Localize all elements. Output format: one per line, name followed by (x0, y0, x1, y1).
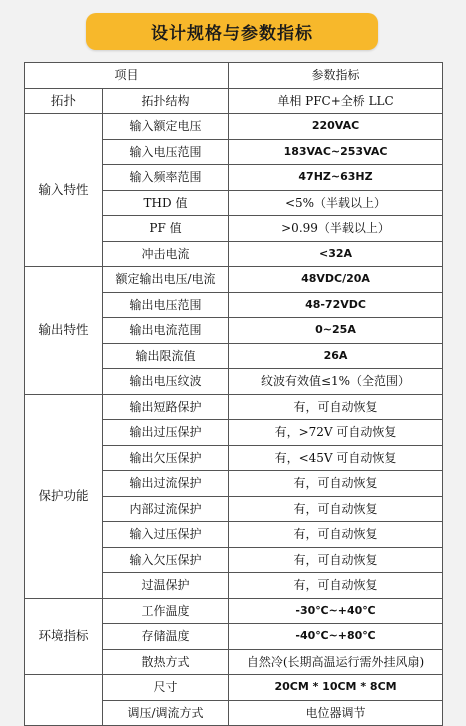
group-label (25, 675, 103, 726)
param-value: 20CM * 10CM * 8CM (229, 675, 443, 701)
param-label: 输出过压保护 (103, 420, 229, 446)
table-row (25, 598, 443, 624)
param-value: 自然冷(长期高温运行需外挂风扇) (229, 649, 443, 675)
param-label: 拓扑结构 (103, 88, 229, 114)
param-value: 220VAC (229, 114, 443, 140)
table-header-row (25, 63, 443, 89)
table-row (25, 114, 443, 140)
param-label: 输出限流值 (103, 343, 229, 369)
param-label: 过温保护 (103, 573, 229, 599)
param-label: 输入欠压保护 (103, 547, 229, 573)
param-value: 47HZ~63HZ (229, 165, 443, 191)
page-title: 设计规格与参数指标 (86, 13, 378, 50)
param-label: 调压/调流方式 (103, 700, 229, 726)
param-value: 有，可自动恢复 (229, 522, 443, 548)
param-value: 有，可自动恢复 (229, 394, 443, 420)
header-item: 项目 (25, 63, 229, 89)
param-value: 有，可自动恢复 (229, 573, 443, 599)
param-value: 0~25A (229, 318, 443, 344)
param-label: 存储温度 (103, 624, 229, 650)
group-label: 输出特性 (25, 267, 103, 395)
param-label: PF 值 (103, 216, 229, 242)
table-row (25, 394, 443, 420)
param-value: >0.99（半载以上） (229, 216, 443, 242)
param-value: 有，<45V 可自动恢复 (229, 445, 443, 471)
table-row (25, 88, 443, 114)
param-label: 输入过压保护 (103, 522, 229, 548)
param-value: 电位器调节 (229, 700, 443, 726)
param-value: <5%（半载以上） (229, 190, 443, 216)
spec-table (24, 62, 443, 726)
param-value: 48-72VDC (229, 292, 443, 318)
param-label: 额定输出电压/电流 (103, 267, 229, 293)
param-value: 有，>72V 可自动恢复 (229, 420, 443, 446)
param-label: 尺寸 (103, 675, 229, 701)
group-label: 拓扑 (25, 88, 103, 114)
group-label: 环境指标 (25, 598, 103, 675)
param-label: 输出电压纹波 (103, 369, 229, 395)
param-label: 输入额定电压 (103, 114, 229, 140)
group-label: 保护功能 (25, 394, 103, 598)
param-value: 有，可自动恢复 (229, 496, 443, 522)
title-banner-area (0, 0, 466, 60)
group-label: 输入特性 (25, 114, 103, 267)
table-row (25, 675, 443, 701)
param-label: 工作温度 (103, 598, 229, 624)
param-label: 输出过流保护 (103, 471, 229, 497)
param-value: -30℃~+40℃ (229, 598, 443, 624)
param-label: 输出电流范围 (103, 318, 229, 344)
param-value: 有，可自动恢复 (229, 471, 443, 497)
param-label: 输出欠压保护 (103, 445, 229, 471)
param-label: 冲击电流 (103, 241, 229, 267)
param-label: 内部过流保护 (103, 496, 229, 522)
param-value: 26A (229, 343, 443, 369)
param-label: THD 值 (103, 190, 229, 216)
param-label: 输入电压范围 (103, 139, 229, 165)
param-value: -40℃~+80℃ (229, 624, 443, 650)
param-label: 输出电压范围 (103, 292, 229, 318)
param-value: <32A (229, 241, 443, 267)
param-label: 散热方式 (103, 649, 229, 675)
param-value: 纹波有效值≤1%（全范围） (229, 369, 443, 395)
param-label: 输入频率范围 (103, 165, 229, 191)
param-value: 183VAC~253VAC (229, 139, 443, 165)
header-param: 参数指标 (229, 63, 443, 89)
table-row (25, 267, 443, 293)
param-value: 48VDC/20A (229, 267, 443, 293)
param-label: 输出短路保护 (103, 394, 229, 420)
param-value: 有，可自动恢复 (229, 547, 443, 573)
param-value: 单相 PFC+全桥 LLC (229, 88, 443, 114)
